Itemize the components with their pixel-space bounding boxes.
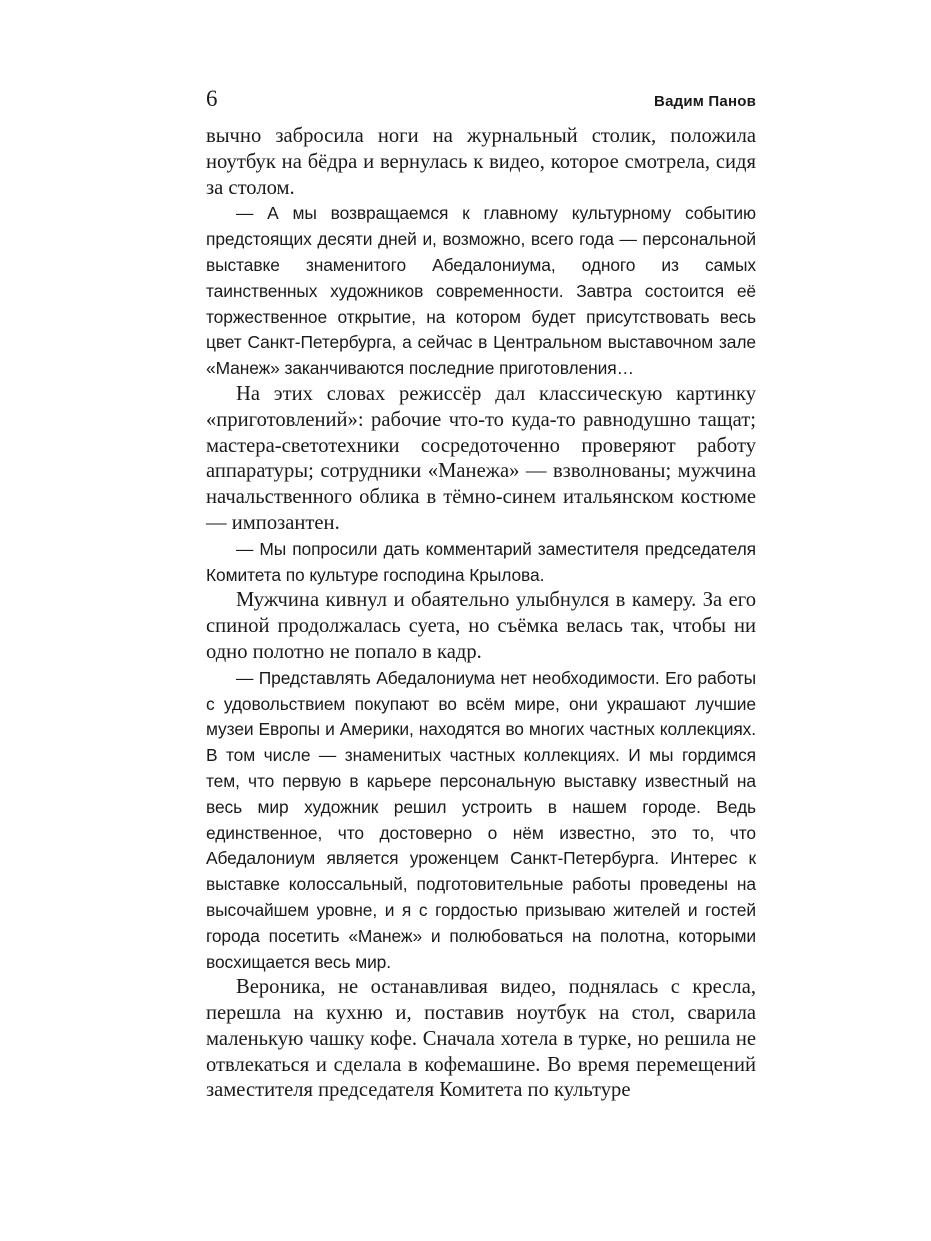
book-page [206,86,756,1104]
paragraph: вычно забросила ноги на журнальный столик, положила ноутбук на бёдра и вернулась к видео, которое смотрела, сидя за столом. [206,125,756,199]
page-number: 6 [206,86,218,111]
running-head [206,86,756,124]
paragraph-dialogue: — Представлять Абедалониума нет необходимости. Его работы с удовольствием покупают во всём мире, они украшают лучшие музеи Европы и Америки, находятся во многих частных коллекциях. В том числе — знаменитых частных коллекциях. И мы гордимся тем, что первую в карьере персональную выставку известный на весь мир художник решил устроить в нашем городе. Ведь единственное, что достоверно о нём известно, это то, что Абедалониум является уроженцем Санкт-Петербурга. Интерес к выставке колоссальный, подготовительные работы проведены на высочайшем уровне, и я с гордостью призываю жителей и гостей города посетить «Манеж» и полюбоваться на полотна, которыми восхищается весь мир. [206,667,756,972]
paragraph-dialogue: — А мы возвращаемся к главному культурному событию предстоящих десяти дней и, возможно, всего года — персональной выставке знаменитого Абедалониума, одного из самых таинственных художников современности. Завтра состоится её торжественное открытие, на котором будет присутствовать весь цвет Санкт-Петербурга, а сейчас в Центральном выставочном зале «Манеж» заканчиваются последние приготовления… [206,203,756,379]
paragraph: Мужчина кивнул и обаятельно улыбнулся в камеру. За его спиной продолжалась суета, но съёмка велась так, чтобы ни одно полотно не попало в кадр. [206,589,756,663]
paragraph: Вероника, не останавливая видео, поднялась с кресла, перешла на кухню и, поставив ноутбук на стол, сварила маленькую чашку кофе. Сначала хотела в турке, но решила не отвлекаться и сделала в кофемашине. Во время перемещений заместителя председателя Комитета по культуре [206,976,756,1102]
paragraph: На этих словах режиссёр дал классическую картинку «приготовлений»: рабочие что-то куда-то равнодушно тащат; мастера-светотехники сосредоточенно проверяют работу аппаратуры; сотрудники «Манежа» — взволнованы; мужчина начальственного облика в тёмно-синем итальянском костюме — импозантен. [206,382,756,534]
body-text [206,124,756,1104]
paragraph-dialogue: — Мы попросили дать комментарий заместителя председателя Комитета по культуре господина Крылова. [206,538,756,585]
running-head-author: Вадим Панов [654,93,756,110]
